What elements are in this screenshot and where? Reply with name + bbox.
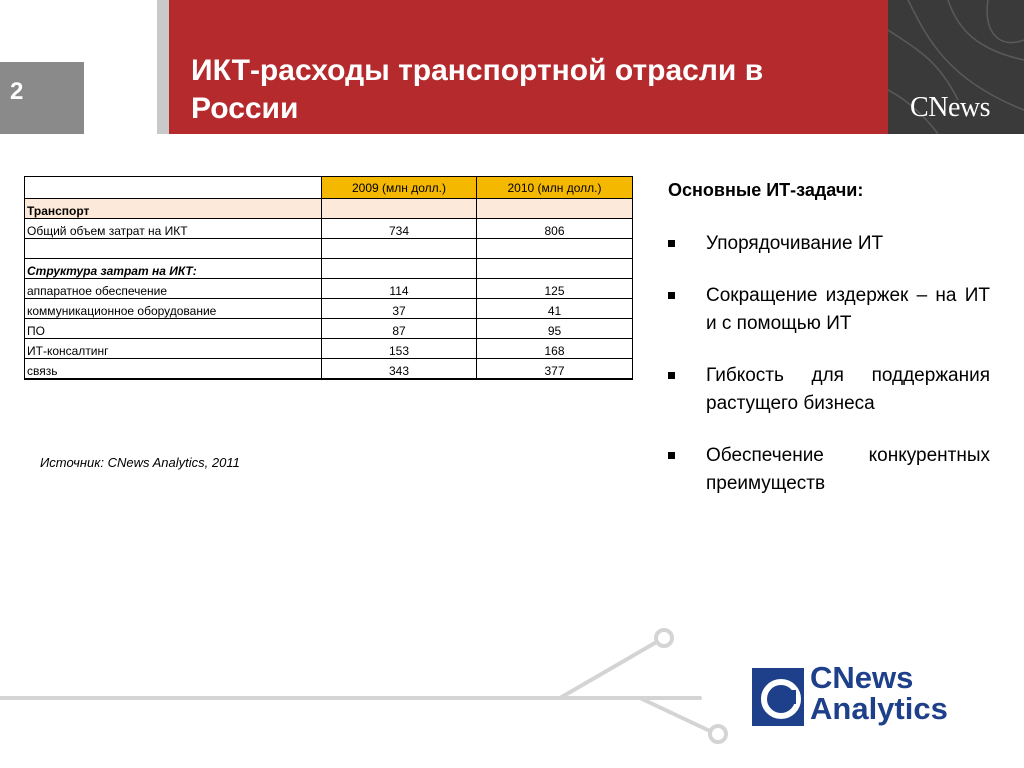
value-2010: 168 xyxy=(477,339,633,359)
value-2009: 87 xyxy=(322,319,477,339)
value-2009 xyxy=(322,259,477,279)
row-label: ИТ-консалтинг xyxy=(25,339,322,359)
value-2010 xyxy=(477,199,633,219)
value-2010: 806 xyxy=(477,219,633,239)
list-item xyxy=(668,362,990,418)
slide-title: ИКТ-расходы транспортной отрасли в России xyxy=(191,54,764,125)
list-item xyxy=(668,442,990,498)
row-label: Структура затрат на ИКТ: xyxy=(25,259,322,279)
table-row xyxy=(25,199,633,219)
table-row xyxy=(25,259,633,279)
list-item xyxy=(668,230,990,258)
table-row xyxy=(25,359,633,380)
row-label: связь xyxy=(25,359,322,380)
value-2009: 343 xyxy=(322,359,477,380)
logo-wordmark xyxy=(810,662,948,724)
table-row xyxy=(25,339,633,359)
title-band xyxy=(169,0,888,134)
square-bullet-icon xyxy=(668,372,675,379)
value-2010 xyxy=(477,239,633,259)
value-2010: 95 xyxy=(477,319,633,339)
list-item-text: Сокращение издержек – на ИТ и с помощью ИТ xyxy=(706,285,990,334)
square-bullet-icon xyxy=(668,452,675,459)
row-label: Общий объем затрат на ИКТ xyxy=(25,219,322,239)
value-2009: 153 xyxy=(322,339,477,359)
table-header-empty xyxy=(25,177,322,199)
list-item-text: Гибкость для поддержания растущего бизнеса xyxy=(706,365,990,414)
table-row xyxy=(25,219,633,239)
logo-line-1: CNews xyxy=(810,660,914,695)
table-row xyxy=(25,319,633,339)
table-row xyxy=(25,279,633,299)
row-label: ПО xyxy=(25,319,322,339)
tasks-list xyxy=(668,230,990,498)
table-header-2010: 2010 (млн долл.) xyxy=(477,177,633,199)
value-2010: 125 xyxy=(477,279,633,299)
row-label: коммуникационное оборудование xyxy=(25,299,322,319)
value-2009: 734 xyxy=(322,219,477,239)
slide-number: 2 xyxy=(10,78,24,105)
row-label xyxy=(25,239,322,259)
header-logo-panel xyxy=(888,0,1024,134)
value-2009: 37 xyxy=(322,299,477,319)
table-header-2009: 2009 (млн долл.) xyxy=(322,177,477,199)
list-item-text: Упорядочивание ИТ xyxy=(706,233,884,254)
header-divider xyxy=(157,0,169,134)
ict-spending-table xyxy=(24,176,633,380)
square-bullet-icon xyxy=(668,292,675,299)
square-bullet-icon xyxy=(668,240,675,247)
list-item-text: Обеспечение конкурентных преимуществ xyxy=(706,445,990,494)
table-row xyxy=(25,299,633,319)
tasks-heading: Основные ИТ-задачи: xyxy=(668,180,864,200)
value-2009 xyxy=(322,239,477,259)
table-header-row xyxy=(25,177,633,199)
value-2010: 41 xyxy=(477,299,633,319)
value-2009: 114 xyxy=(322,279,477,299)
table-row xyxy=(25,239,633,259)
list-item xyxy=(668,282,990,338)
value-2010: 377 xyxy=(477,359,633,380)
value-2009 xyxy=(322,199,477,219)
source-note: Источник: CNews Analytics, 2011 xyxy=(40,455,240,470)
logo-mark-icon xyxy=(752,668,804,726)
value-2010 xyxy=(477,259,633,279)
slide-number-box xyxy=(0,62,84,134)
row-label: Транспорт xyxy=(25,199,322,219)
row-label: аппаратное обеспечение xyxy=(25,279,322,299)
cnews-header-logo: CNews xyxy=(910,92,990,123)
logo-line-2: Analytics xyxy=(810,691,948,726)
